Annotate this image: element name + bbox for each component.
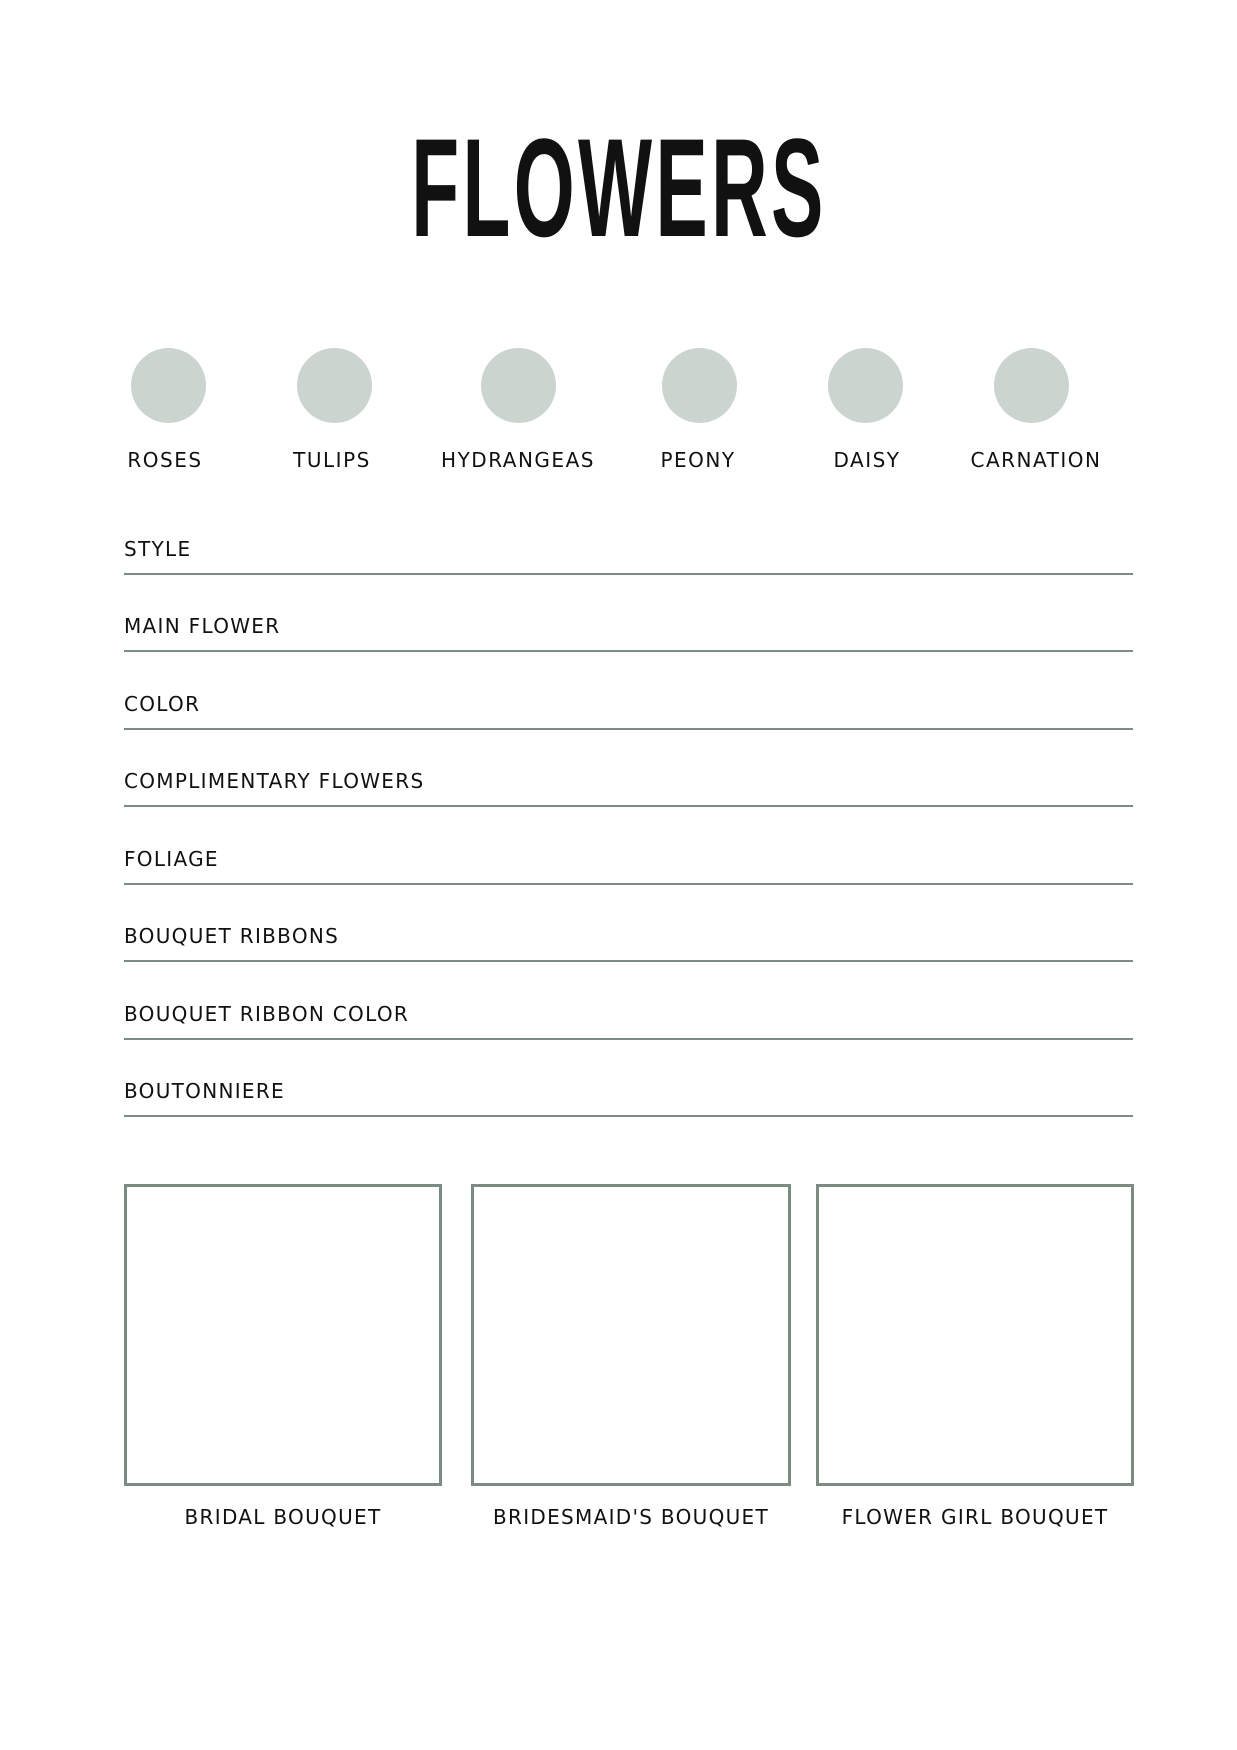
flower-label-peony: PEONY <box>660 448 736 472</box>
field-label: STYLE <box>124 537 192 561</box>
field-label: COLOR <box>124 692 201 716</box>
field-color[interactable] <box>124 688 1133 730</box>
bridesmaids-bouquet-image-box[interactable] <box>471 1184 791 1486</box>
flower-swatch-roses[interactable] <box>131 348 206 423</box>
field-foliage[interactable] <box>124 843 1133 885</box>
bridesmaids-bouquet-label: BRIDESMAID'S BOUQUET <box>492 1505 770 1529</box>
flower-label-carnation: CARNATION <box>970 448 1102 472</box>
field-label: BOUTONNIERE <box>124 1079 285 1103</box>
flower-girl-bouquet-image-box[interactable] <box>816 1184 1134 1486</box>
field-bouquet-ribbons[interactable] <box>124 920 1133 962</box>
field-complimentary-flowers[interactable] <box>124 765 1133 807</box>
field-label: BOUQUET RIBBONS <box>124 924 340 948</box>
field-label: COMPLIMENTARY FLOWERS <box>124 769 425 793</box>
field-style[interactable] <box>124 533 1133 575</box>
field-label: FOLIAGE <box>124 847 219 871</box>
flower-label-roses: ROSES <box>127 448 203 472</box>
field-label: BOUQUET RIBBON COLOR <box>124 1002 410 1026</box>
field-bouquet-ribbon-color[interactable] <box>124 998 1133 1040</box>
flower-girl-bouquet-label: FLOWER GIRL BOUQUET <box>841 1505 1109 1529</box>
flower-label-tulips: TULIPS <box>293 448 371 472</box>
field-main-flower[interactable] <box>124 610 1133 652</box>
flower-swatch-peony[interactable] <box>662 348 737 423</box>
page-title <box>0 109 1237 266</box>
bridal-bouquet-image-box[interactable] <box>124 1184 442 1486</box>
flower-swatch-tulips[interactable] <box>297 348 372 423</box>
field-boutonniere[interactable] <box>124 1075 1133 1117</box>
page-title-text: FLOWERS <box>410 109 827 266</box>
flower-label-daisy: DAISY <box>833 448 901 472</box>
flower-label-hydrangeas: HYDRANGEAS <box>441 448 595 472</box>
flower-swatch-daisy[interactable] <box>828 348 903 423</box>
flower-swatch-carnation[interactable] <box>994 348 1069 423</box>
flower-swatch-hydrangeas[interactable] <box>481 348 556 423</box>
bridal-bouquet-label: BRIDAL BOUQUET <box>184 1505 382 1529</box>
field-label: MAIN FLOWER <box>124 614 281 638</box>
